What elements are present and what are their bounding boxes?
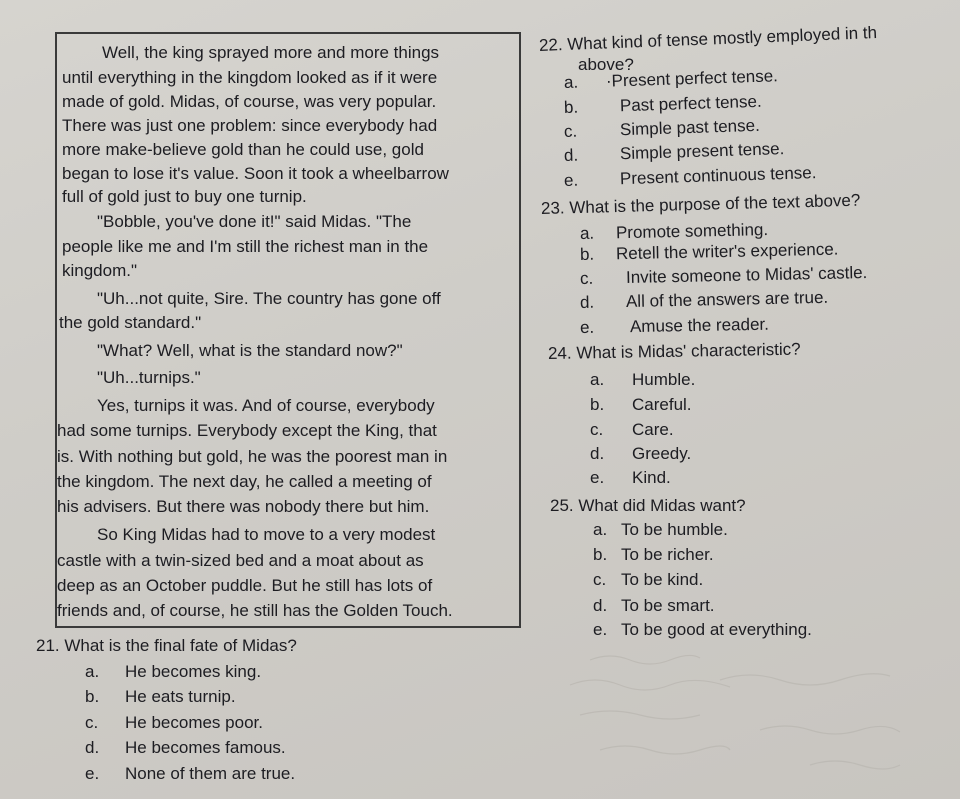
q25-option-d: d. To be smart.: [593, 596, 715, 615]
question-25-stem: 25. What did Midas want?: [550, 496, 746, 515]
q21-option-e: e. None of them are true.: [85, 764, 296, 783]
q21-option-c: c. He becomes poor.: [85, 713, 263, 732]
q23-option-e: e. Amuse the reader.: [579, 314, 770, 337]
passage-line: "Uh...turnips.": [97, 368, 201, 387]
q24-option-a: a. Humble.: [590, 370, 696, 389]
q25-option-e: e. To be good at everything.: [593, 620, 812, 639]
passage-line: There was just one problem: since everybody had: [62, 116, 438, 135]
passage-line: until everything in the kingdom looked as if it were: [62, 68, 438, 87]
q24-option-c: c. Care.: [590, 420, 674, 439]
passage-line: made of gold. Midas, of course, was very popular.: [62, 92, 437, 111]
q25-option-c: c. To be kind.: [593, 570, 704, 589]
q24-option-e: e. Kind.: [590, 468, 671, 487]
passage-line: Yes, turnips it was. And of course, everybody: [97, 396, 435, 415]
passage-line: his advisers. But there was nobody there but him.: [57, 497, 430, 516]
q23-option-b: b. Retell the writer's experience.: [579, 239, 839, 264]
passage-line: full of gold just to buy one turnip.: [62, 187, 307, 206]
passage-line: the gold standard.": [59, 313, 202, 332]
q22-option-c: c. Simple past tense.: [563, 115, 761, 141]
passage-line: friends and, of course, he still has the Golden Touch.: [57, 601, 453, 620]
q23-option-a: a. Promote something.: [579, 220, 769, 243]
question-24-stem: 24. What is Midas' characteristic?: [547, 339, 801, 363]
q23-option-c: c. Invite someone to Midas' castle.: [579, 262, 868, 288]
question-22-stem: 22. What kind of tense mostly employed in th: [538, 23, 878, 55]
q21-option-d: d. He becomes famous.: [85, 738, 286, 757]
bleed-through-texture: [560, 640, 950, 790]
question-22-stem-cont: above?: [578, 55, 634, 74]
passage-line: kingdom.": [62, 261, 138, 280]
q21-option-b: b. He eats turnip.: [85, 687, 236, 706]
q25-option-b: b. To be richer.: [593, 545, 714, 564]
passage-line: "Uh...not quite, Sire. The country has gone off: [97, 289, 441, 308]
question-21-stem: 21. What is the final fate of Midas?: [36, 636, 297, 655]
q24-option-d: d. Greedy.: [590, 444, 692, 463]
passage-line: "What? Well, what is the standard now?": [97, 341, 403, 360]
passage-line: deep as an October puddle. But he still has lots of: [57, 576, 433, 595]
q21-option-a: a. He becomes king.: [85, 662, 262, 681]
q22-option-e: e. Present continuous tense.: [563, 163, 817, 190]
q24-option-b: b. Careful.: [590, 395, 692, 414]
q22-option-d: d. Simple present tense.: [563, 139, 785, 165]
q22-option-a: a. ·Present perfect tense.: [563, 66, 779, 92]
q23-option-d: d. All of the answers are true.: [579, 287, 829, 312]
passage-line: people like me and I'm still the richest man in the: [62, 237, 429, 256]
q25-option-a: a. To be humble.: [593, 520, 728, 539]
q22-option-b: b. Past perfect tense.: [563, 91, 762, 117]
passage-line: began to lose it's value. Soon it took a wheelbarrow: [62, 164, 449, 183]
passage-line: had some turnips. Everybody except the King, that: [57, 421, 437, 440]
passage-line: So King Midas had to move to a very modest: [97, 525, 436, 544]
passage-line: castle with a twin-sized bed and a moat about as: [57, 551, 424, 570]
passage-line: the kingdom. The next day, he called a meeting of: [57, 472, 432, 491]
passage-line: Well, the king sprayed more and more things: [102, 43, 440, 62]
passage-line: more make-believe gold than he could use, gold: [62, 140, 424, 159]
passage-line: "Bobble, you've done it!" said Midas. "The: [97, 212, 412, 231]
question-23-stem: 23. What is the purpose of the text above?: [540, 190, 861, 218]
passage-line: is. With nothing but gold, he was the poorest man in: [57, 447, 448, 466]
